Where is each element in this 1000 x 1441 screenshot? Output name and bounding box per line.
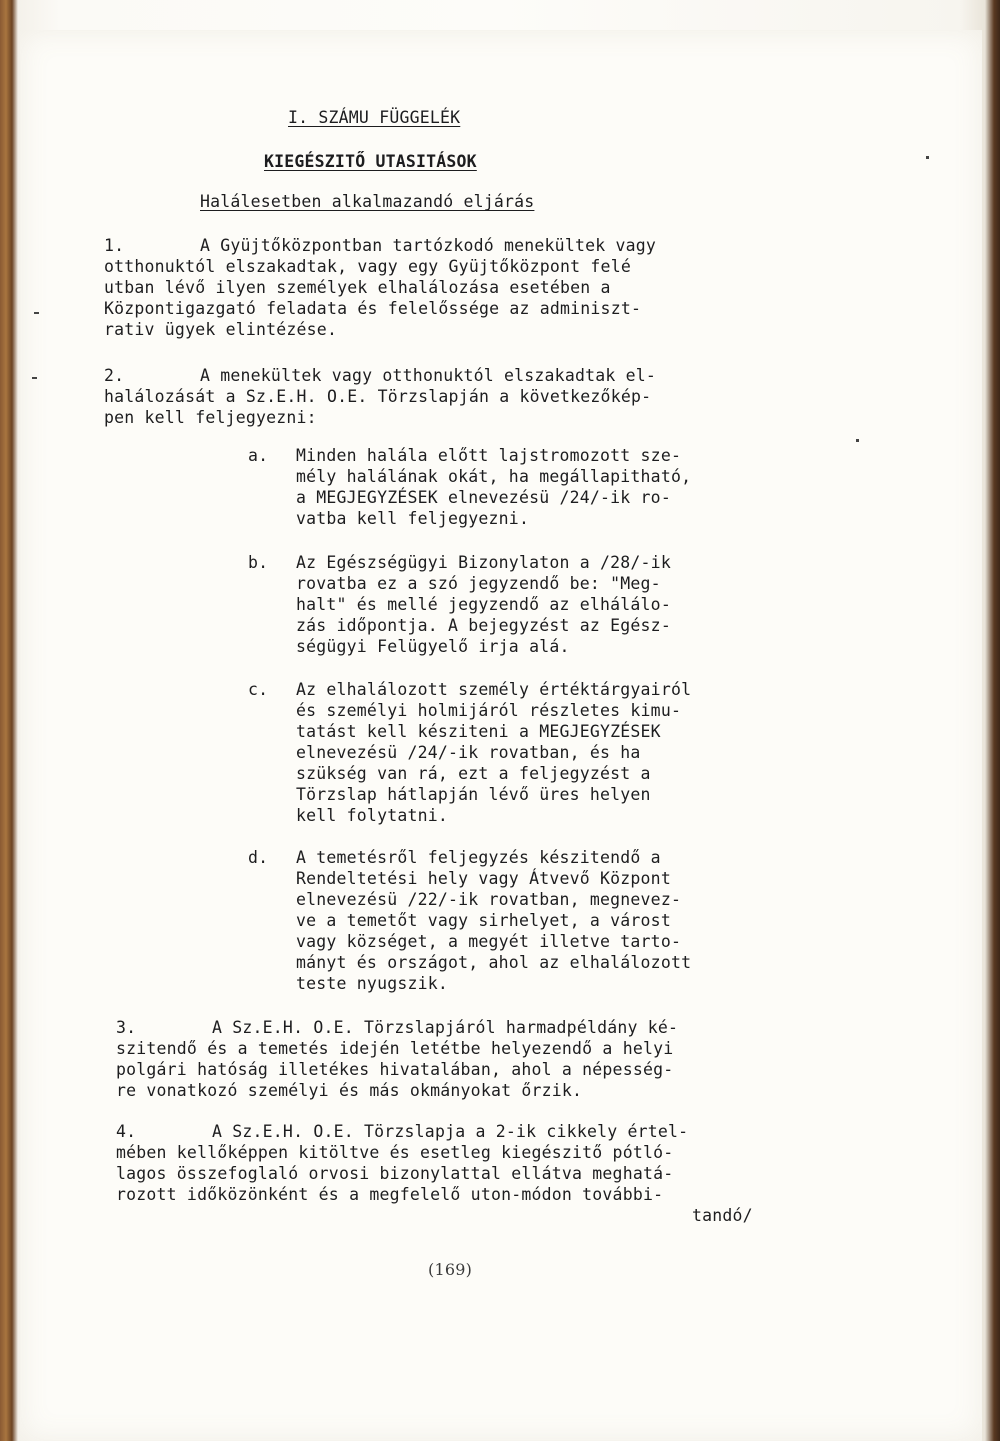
item-line: szükség van rá, ezt a feljegyzést a	[296, 764, 651, 783]
item-letter: a.	[248, 446, 269, 465]
paragraph-line: A menekültek vagy otthonuktól elszakadtak el-	[200, 366, 657, 385]
procedure-heading: Halálesetben alkalmazandó eljárás	[200, 192, 535, 211]
paragraph-line: polgári hatóság illetékes hivatalában, ahol a népesség-	[116, 1060, 674, 1079]
item-line: vatba kell feljegyezni.	[296, 509, 530, 528]
paragraph-line: re vonatkozó személyi és más okmányokat őrzik.	[116, 1081, 583, 1100]
item-line: elnevezésü /22/-ik rovatban, megnevez-	[296, 890, 682, 909]
item-line: Rendeltetési hely vagy Átvevő Központ	[296, 869, 671, 888]
margin-mark	[856, 439, 859, 442]
paragraph-line: mében kellőképpen kitöltve és esetleg kiegészitő pótló-	[116, 1143, 674, 1162]
item-line: kell folytatni.	[296, 806, 449, 825]
appendix-heading: I. SZÁMU FÜGGELÉK	[288, 108, 461, 127]
paragraph-line: utban lévő ilyen személyek elhalálozása esetében a	[104, 278, 611, 297]
item-line: teste nyugszik.	[296, 974, 449, 993]
item-line: mányt és országot, ahol az elhalálozott	[296, 953, 692, 972]
continuation-text: tandó/	[692, 1206, 753, 1225]
margin-mark	[34, 312, 39, 314]
paragraph-line: lagos összefoglaló orvosi bizonylattal ellátva meghatá-	[116, 1164, 674, 1183]
page-number: (169)	[428, 1260, 473, 1279]
item-line: A temetésről feljegyzés készitendő a	[296, 848, 661, 867]
item-line: halt" és mellé jegyzendő az elhálálo-	[296, 595, 671, 614]
paragraph-number: 1.	[104, 236, 125, 255]
paragraph-line: Központigazgató feladata és felelőssége az adminiszt-	[104, 299, 642, 318]
item-line: rovatba ez a szó jegyzendő be: "Meg-	[296, 574, 661, 593]
margin-mark	[32, 377, 37, 379]
item-line: Minden halála előtt lajstromozott sze-	[296, 446, 682, 465]
item-line: Az elhalálozott személy értéktárgyairól	[296, 680, 692, 699]
item-line: a MEGJEGYZÉSEK elnevezésü /24/-ik ro-	[296, 488, 671, 507]
item-line: mély halálának okát, ha megállapitható,	[296, 467, 692, 486]
paragraph-line: A Sz.E.H. O.E. Törzslapjáról harmadpéldány ké-	[212, 1018, 679, 1037]
item-line: zás időpontja. A bejegyzést az Egész-	[296, 616, 671, 635]
paragraph-number: 4.	[116, 1122, 137, 1141]
margin-mark	[926, 156, 929, 159]
paragraph-line: rativ ügyek elintézése.	[104, 320, 338, 339]
paragraph-line: A Gyüjtőközpontban tartózkodó menekültek vagy	[200, 236, 657, 255]
paragraph-line: halálozását a Sz.E.H. O.E. Törzslapján a következőkép-	[104, 387, 652, 406]
item-line: és személyi holmijáról részletes kimu-	[296, 701, 682, 720]
item-line: vagy községet, a megyét illetve tarto-	[296, 932, 682, 951]
paragraph-number: 2.	[104, 366, 125, 385]
item-line: tatást kell késziteni a MEGJEGYZÉSEK	[296, 722, 661, 741]
paragraph-line: szitendő és a temetés idején letétbe helyezendő a helyi	[116, 1039, 674, 1058]
item-letter: c.	[248, 680, 269, 699]
item-letter: b.	[248, 553, 269, 572]
paragraph-line: otthonuktól elszakadtak, vagy egy Gyüjtőközpont felé	[104, 257, 631, 276]
supplementary-heading: KIEGÉSZITŐ UTASITÁSOK	[264, 152, 477, 171]
item-line: elnevezésü /24/-ik rovatban, és ha	[296, 743, 641, 762]
item-letter: d.	[248, 848, 269, 867]
item-line: Az Egészségügyi Bizonylaton a /28/-ik	[296, 553, 671, 572]
item-line: ségügyi Felügyelő irja alá.	[296, 637, 570, 656]
item-line: ve a temetőt vagy sirhelyet, a várost	[296, 911, 671, 930]
paragraph-line: rozott időközönként és a megfelelő uton-módon további-	[116, 1185, 664, 1204]
paragraph-number: 3.	[116, 1018, 137, 1037]
paragraph-line: A Sz.E.H. O.E. Törzslapja a 2-ik cikkely értel-	[212, 1122, 689, 1141]
paragraph-line: pen kell feljegyezni:	[104, 408, 317, 427]
item-line: Törzslap hátlapján lévő üres helyen	[296, 785, 651, 804]
